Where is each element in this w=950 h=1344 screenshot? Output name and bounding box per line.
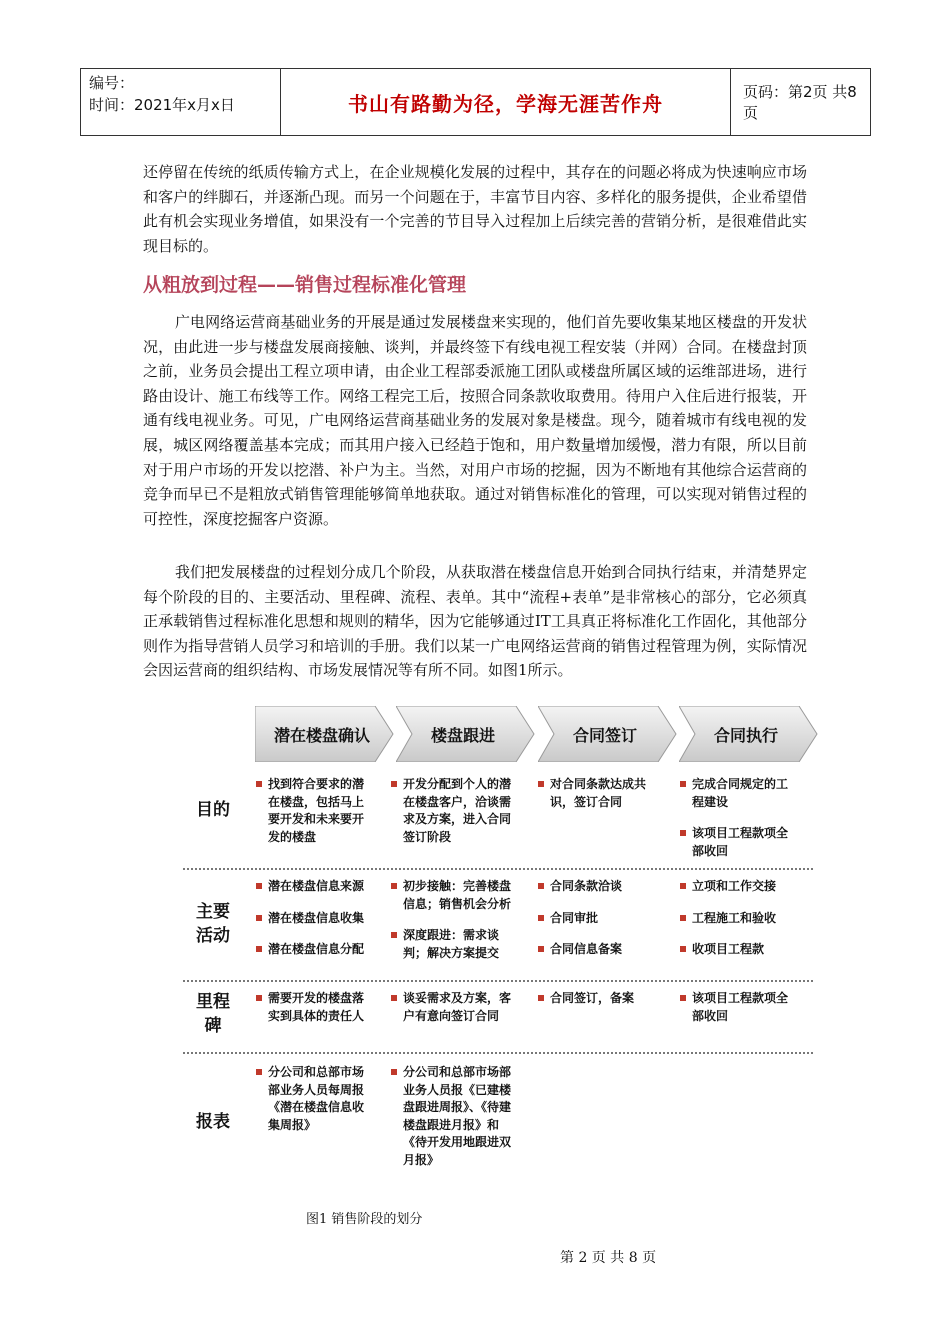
stage-label: 合同签订 [572,725,637,745]
page-header [80,68,871,136]
bullet-item: 合同签订，备案 [538,990,650,1008]
diagram-cell [538,776,650,825]
diagram-cell [256,1064,371,1148]
bullet-item: 深度跟进：需求谈判；解决方案提交 [391,927,511,962]
bullet-item: 合同审批 [538,910,650,928]
figure-caption: 图1 销售阶段的划分 [306,1212,423,1227]
row-title-line: 目的 [196,800,230,820]
bullet-item: 潜在楼盘信息收集 [256,910,371,928]
page-footer: 第 2 页 共 8 页 [560,1250,657,1266]
row-title [183,900,243,948]
section-heading: 从粗放到过程——销售过程标准化管理 [143,274,467,296]
row-title-line: 主要 [196,902,230,922]
diagram-cell [391,1064,511,1183]
row-separator [183,980,813,982]
diagram-cell [538,990,650,1022]
bullet-item: 分公司和总部市场部业务人员报《已建楼盘跟进周报》、《待建楼盘跟进月报》和《待开发用地跟进双月报》 [391,1064,511,1169]
bullet-item: 找到符合要求的潜在楼盘，包括马上要开发和未来要开发的楼盘 [256,776,371,846]
bullet-item: 该项目工程款项全部收回 [680,825,792,860]
stage-chevron-4 [679,706,819,762]
paragraph-2: 广电网络运营商基础业务的开展是通过发展楼盘来实现的，他们首先要收集某地区楼盘的开发状况，由此进一步与楼盘发展商接触、谈判，并最终签下有线电视工程安装（并网）合同。在楼盘封顶之前，业务员会提出工程立项申请，由企业工程部委派施工团队或楼盘所属区域的运维部进场，进行路由设计、施工布线等工作。网络工程完工后，按照合同条款收取费用。待用户入住后进行报装，开通有线电视业务。可见，广电网络运营商基础业务的发展对象是楼盘。现今，随着城市有线电视的发展，城区网络覆盖基本完成；而其用户接入已经趋于饱和，用户数量增加缓慢，潜力有限，所以目前对于用户市场的开发以挖潜、补户为主。当然，对用户市场的挖掘，因为不断地有其他综合运营商的竞争而早已不是粗放式销售管理能够简单地获取。通过对销售标准化的管理，可以实现对销售过程的可控性，深度挖掘客户资源。 [143,313,807,528]
paragraph-3: 我们把发展楼盘的过程划分成几个阶段，从获取潜在楼盘信息开始到合同执行结束，并清楚界定每个阶段的目的、主要活动、里程碑、流程、表单。其中“流程+表单”是非常核心的部分，它必须真正承载销售过程标准化思想和规则的精华，因为它能够通过IT工具真正将标准化工作固化，其他部分则作为指导营销人员学习和培训的手册。我们以某一广电网络运营商的销售过程管理为例，实际情况会因运营商的组织结构、市场发展情况等有所不同。如图1所示。 [143,563,807,680]
row-title [183,990,243,1038]
stage-chevron-3 [538,706,678,762]
diagram-cell [256,878,371,973]
bullet-item: 潜在楼盘信息分配 [256,941,371,959]
stage-chevron-2 [396,706,536,762]
document-date-label: 时间：2021年x月x日 [89,96,235,114]
bullet-item: 合同信息备案 [538,941,650,959]
stage-label: 合同执行 [713,725,778,745]
stage-label: 潜在楼盘确认 [273,725,370,745]
diagram-cell [256,990,371,1039]
row-title [183,798,243,822]
bullet-item: 该项目工程款项全部收回 [680,990,792,1025]
bullet-item: 立项和工作交接 [680,878,792,896]
header-page-label: 页码：第2页 共8页 [743,83,857,122]
diagram-cell [391,878,511,976]
diagram-cell [538,878,650,973]
paragraph-1: 还停留在传统的纸质传输方式上，在企业规模化发展的过程中，其存在的问题必将成为快速响应市场和客户的绊脚石，并逐渐凸现。而另一个问题在于，丰富节目内容、多样化的服务提供，企业希望借此有机会实现业务增值，如果没有一个完善的节目导入过程加上后续完善的营销分析，是很难借此实现目标的。 [143,163,807,255]
row-title-line: 报表 [196,1112,230,1132]
bullet-item: 开发分配到个人的潜在楼盘客户，洽谈需求及方案，进入合同签订阶段 [391,776,511,846]
row-title-line: 活动 [196,926,230,946]
diagram-cell [680,878,792,973]
bullet-item: 需要开发的楼盘落实到具体的责任人 [256,990,371,1025]
bullet-item: 完成合同规定的工程建设 [680,776,792,811]
diagram-cell [680,776,792,874]
bullet-item: 对合同条款达成共识，签订合同 [538,776,650,811]
stage-chevron-1 [255,706,395,762]
bullet-item: 潜在楼盘信息来源 [256,878,371,896]
stage-label: 楼盘跟进 [430,725,495,745]
diagram-cell [391,776,511,860]
bullet-item: 谈妥需求及方案，客户有意向签订合同 [391,990,511,1025]
bullet-item: 收项目工程款 [680,941,792,959]
bullet-item: 合同条款洽谈 [538,878,650,896]
diagram-cell [391,990,511,1039]
header-motto: 书山有路勤为径，学海无涯苦作舟 [281,69,731,135]
document-number-label: 编号： [89,74,135,92]
row-title-line: 碑 [204,1016,222,1036]
diagram-cell [680,990,792,1039]
bullet-item: 工程施工和验收 [680,910,792,928]
row-title-line: 里程 [196,992,230,1012]
bullet-item: 分公司和总部市场部业务人员每周报《潜在楼盘信息收集周报》 [256,1064,371,1134]
diagram-cell [256,776,371,860]
header-info [81,69,281,135]
row-title [183,1110,243,1134]
bullet-item: 初步接触：完善楼盘信息；销售机会分析 [391,878,511,913]
row-separator [183,1052,813,1054]
